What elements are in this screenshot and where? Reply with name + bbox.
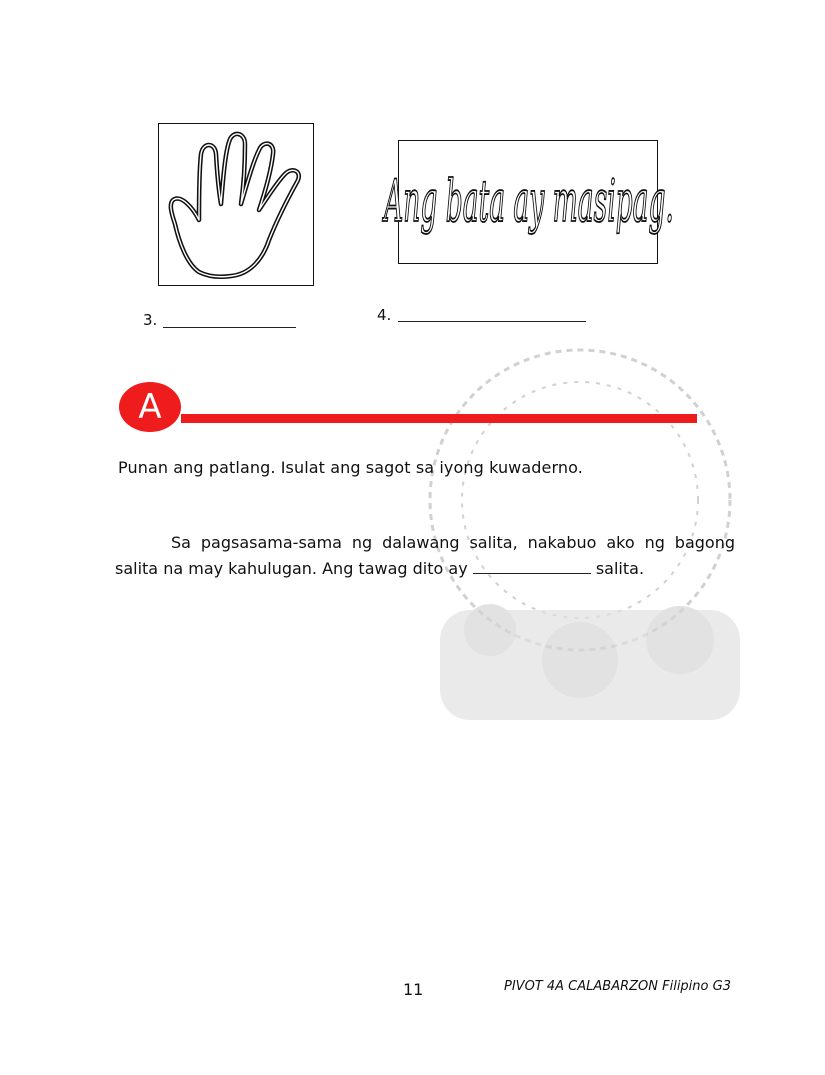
fill-in-paragraph xyxy=(115,530,735,582)
item-3-number: 3. xyxy=(143,311,158,329)
script-sentence: Ang bata ay masipag. xyxy=(384,167,674,236)
item-3-answer-line[interactable] xyxy=(163,327,296,328)
instruction-text: Punan ang patlang. Isulat ang sagot sa iyong kuwaderno. xyxy=(118,458,583,477)
item-4-number: 4. xyxy=(377,306,392,324)
footer-series-label: PIVOT 4A CALABARZON Filipino G3 xyxy=(504,979,731,994)
page-number: 11 xyxy=(403,980,424,999)
paragraph-text-after: salita. xyxy=(590,559,645,578)
paragraph-text-before: Sa pagsasama-sama ng dalawang salita, nakabuo ako ng bagong salita na may kahulugan. Ang tawag dito ay xyxy=(115,533,735,578)
hand-icon xyxy=(159,124,315,287)
script-sentence-box xyxy=(384,140,674,264)
section-a-divider xyxy=(181,414,697,423)
item-4-answer-line[interactable] xyxy=(398,321,586,322)
section-a-badge: A xyxy=(119,382,181,432)
hand-picture-box xyxy=(158,123,314,286)
paragraph-blank[interactable] xyxy=(473,559,591,574)
